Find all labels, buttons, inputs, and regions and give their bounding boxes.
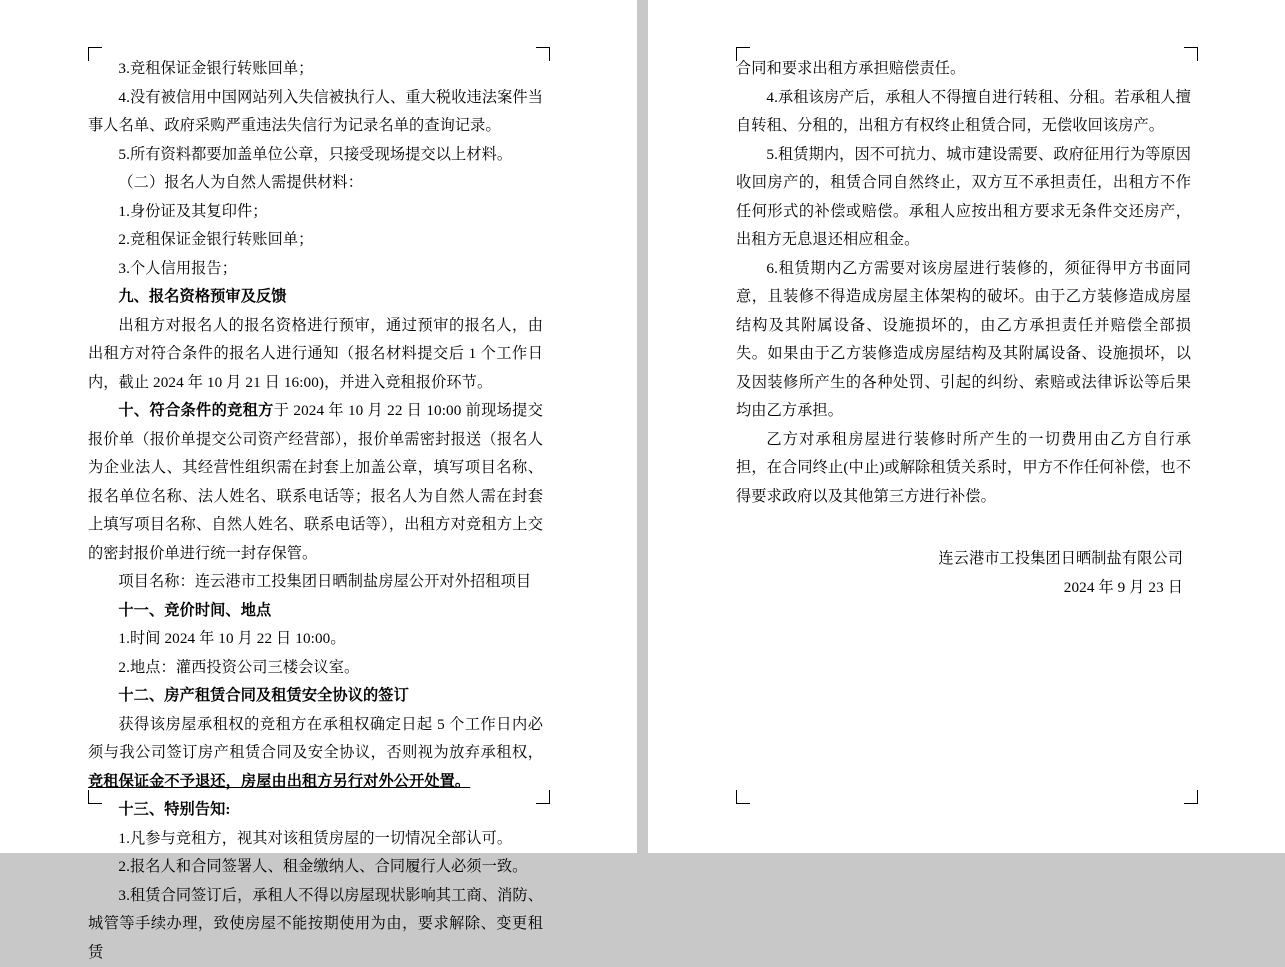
paragraph: 十一、竞价时间、地点 xyxy=(88,597,543,626)
paragraph: 4.承租该房产后，承租人不得擅自进行转租、分租。若承租人擅自转租、分租的，出租方有权终止租赁合同，无偿收回该房产。 xyxy=(736,84,1191,141)
paragraph: 项目名称：连云港市工投集团日晒制盐房屋公开对外招租项目 xyxy=(88,568,543,597)
paragraph: 2.地点：灌西投资公司三楼会议室。 xyxy=(88,654,543,683)
paragraph: 5.所有资料都要加盖单位公章，只接受现场提交以上材料。 xyxy=(88,141,543,170)
paragraph: 2.报名人和合同签署人、租金缴纳人、合同履行人必须一致。 xyxy=(88,853,543,882)
paragraph: 十、符合条件的竞租方于 2024 年 10 月 22 日 10:00 前现场提交报价单（报价单提交公司资产经营部），报价单需密封报送（报名人为企业法人、其经营性组织需在封套上加盖公章，填写项目名称、报名单位名称、法人姓名、联系电话等；报名人为自然人需在封套上填写项目名称、自然人姓名、联系电话等），出租方对竞租方上交的密封报价单进行统一封存保管。 xyxy=(88,397,543,568)
paragraph: 1.身份证及其复印件； xyxy=(88,198,543,227)
paragraph: 4.没有被信用中国网站列入失信被执行人、重大税收违法案件当事人名单、政府采购严重违法失信行为记录名单的查询记录。 xyxy=(88,84,543,141)
paragraph: 1.凡参与竞租方，视其对该租赁房屋的一切情况全部认可。 xyxy=(88,825,543,854)
page-body-right xyxy=(736,55,1191,800)
paragraph: 3.竞租保证金银行转账回单； xyxy=(88,55,543,84)
signature-company: 连云港市工投集团日晒制盐有限公司 xyxy=(736,545,1191,574)
paragraph: 出租方对报名人的报名资格进行预审，通过预审的报名人，由出租方对符合条件的报名人进行通知（报名材料提交后 1 个工作日内，截止 2024 年 10 月 21 日 16:00)，并进入竞租报价环节。 xyxy=(88,312,543,398)
paragraph: 3.租赁合同签订后，承租人不得以房屋现状影响其工商、消防、城管等手续办理，致使房屋不能按期使用为由，要求解除、变更租赁 xyxy=(88,882,543,967)
paragraph: （二）报名人为自然人需提供材料： xyxy=(88,169,543,198)
page-body-left xyxy=(88,55,543,800)
paragraph: 十三、特别告知: xyxy=(88,796,543,825)
paragraph: 十二、房产租赁合同及租赁安全协议的签订 xyxy=(88,682,543,711)
document-page-right xyxy=(648,0,1285,853)
signature-date: 2024 年 9 月 23 日 xyxy=(736,574,1191,603)
paragraph: 6.租赁期内乙方需要对该房屋进行装修的，须征得甲方书面同意，且装修不得造成房屋主体架构的破坏。由于乙方装修造成房屋结构及其附属设备、设施损坏的，由乙方承担责任并赔偿全部损失。如果由于乙方装修造成房屋结构及其附属设备、设施损坏，以及因装修所产生的各种处罚、引起的纠纷、索赔或法律诉讼等后果均由乙方承担。 xyxy=(736,255,1191,426)
paragraph: 2.竞租保证金银行转账回单； xyxy=(88,226,543,255)
signature-block xyxy=(736,545,1191,602)
document-page-left xyxy=(0,0,637,853)
paragraph: 九、报名资格预审及反馈 xyxy=(88,283,543,312)
paragraph: 乙方对承租房屋进行装修时所产生的一切费用由乙方自行承担，在合同终止(中止)或解除租赁关系时，甲方不作任何补偿，也不得要求政府以及其他第三方进行补偿。 xyxy=(736,426,1191,512)
paragraph: 1.时间 2024 年 10 月 22 日 10:00。 xyxy=(88,625,543,654)
paragraph: 3.个人信用报告； xyxy=(88,255,543,284)
paragraph: 5.租赁期内，因不可抗力、城市建设需要、政府征用行为等原因收回房产的，租赁合同自然终止，双方互不承担责任，出租方不作任何形式的补偿或赔偿。承租人应按出租方要求无条件交还房产，出租方无息退还相应租金。 xyxy=(736,141,1191,255)
paragraph: 合同和要求出租方承担赔偿责任。 xyxy=(736,55,1191,84)
paragraph: 获得该房屋承租权的竞租方在承租权确定日起 5 个工作日内必须与我公司签订房产租赁合同及安全协议，否则视为放弃承租权，竞租保证金不予退还，房屋由出租方另行对外公开处置。 xyxy=(88,711,543,797)
page-paragraphs-right xyxy=(736,55,1191,511)
